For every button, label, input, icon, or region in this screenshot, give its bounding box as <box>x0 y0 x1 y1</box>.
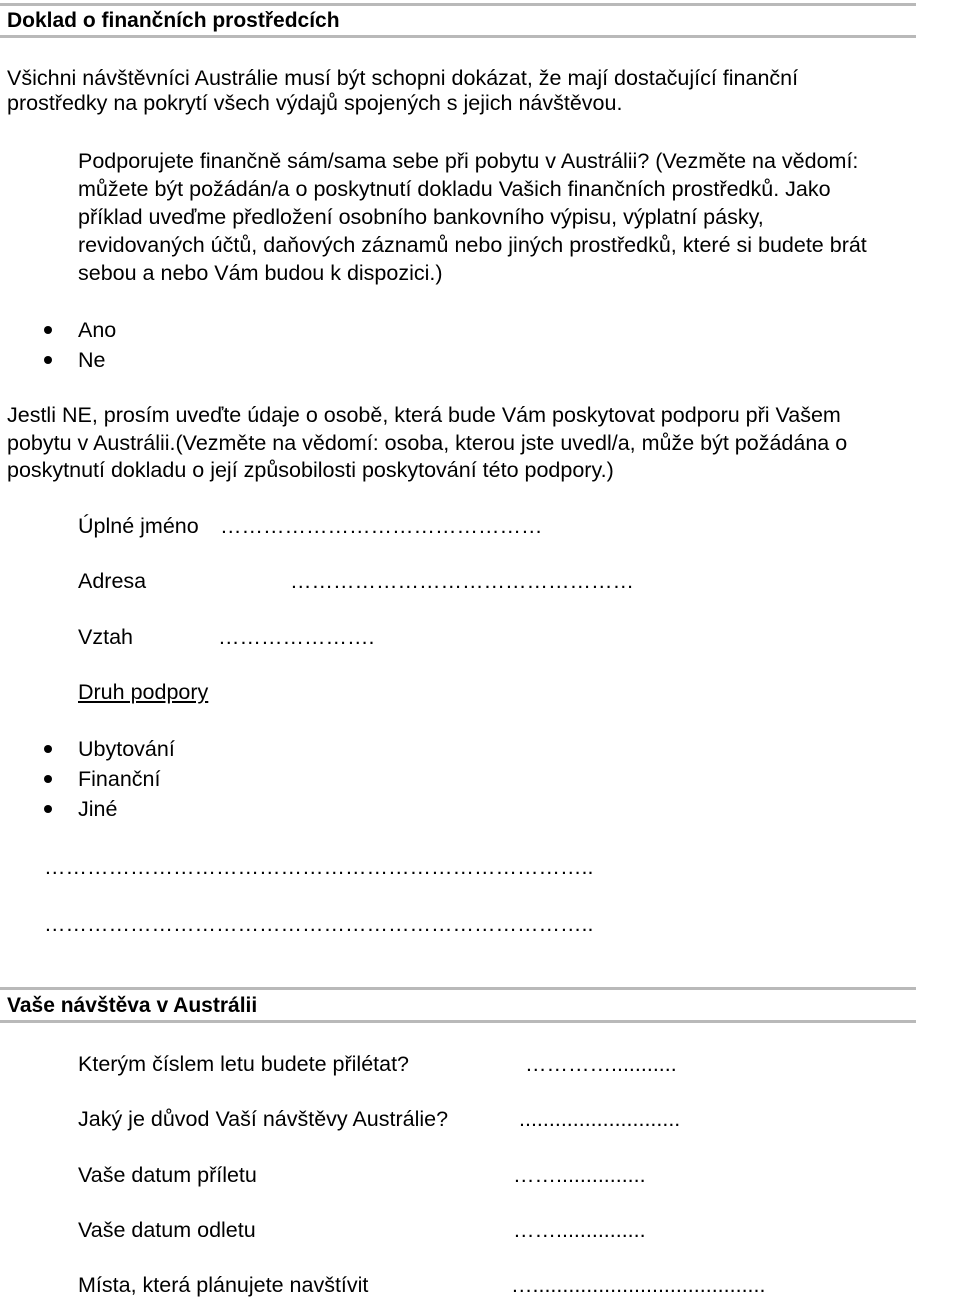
support-type-label: Druh podpory <box>78 680 209 704</box>
visit-reason-field[interactable]: ........................... <box>519 1107 681 1131</box>
if-no-line-1: Jestli NE, prosím uveďte údaje o osobě, která bude Vám poskytovat podporu při Vašem <box>7 403 841 427</box>
full-name-field[interactable]: ……………………………………… <box>220 514 543 538</box>
section-title: Vaše návštěva v Austrálii <box>7 994 258 1017</box>
full-name-label: Úplné jméno <box>78 514 199 538</box>
bullet-icon <box>44 805 52 813</box>
departure-date-field[interactable]: ……............... <box>513 1218 646 1242</box>
intro-line-2: prostředky na pokrytí všech výdajů spojených s jejich návštěvou. <box>7 91 623 115</box>
arrival-date-label: Vaše datum příletu <box>78 1163 257 1187</box>
question-line-1: Podporujete finančně sám/sama sebe při pobytu v Austrálii? (Vezměte na vědomí: <box>78 149 859 173</box>
if-no-line-3: poskytnutí dokladu o její způsobilosti poskytování této podpory.) <box>7 458 614 482</box>
question-line-3: příklad uveďme předložení osobního bankovního výpisu, výplatní pásky, <box>78 205 764 229</box>
address-label: Adresa <box>78 569 147 593</box>
relation-label: Vztah <box>78 625 133 649</box>
bullet-icon <box>44 745 52 753</box>
question-line-5: sebou a nebo Vám budou k dispozici.) <box>78 261 443 285</box>
bullet-icon <box>44 326 52 334</box>
section-header-financial <box>0 3 916 38</box>
departure-date-label: Vaše datum odletu <box>78 1218 256 1242</box>
visit-reason-label: Jaký je důvod Vaší návštěvy Austrálie? <box>78 1107 449 1131</box>
option-no[interactable]: Ne <box>78 348 106 372</box>
support-option-accommodation[interactable]: Ubytování <box>78 737 175 761</box>
question-line-4: revidovaných účtů, daňových záznamů nebo jiných prostředků, které si budete brát <box>78 233 867 257</box>
section-title: Doklad o finančních prostředcích <box>7 9 340 32</box>
other-field-line-1[interactable]: ………………………………………………………………….. <box>44 855 594 879</box>
arrival-date-field[interactable]: ……............... <box>513 1163 646 1187</box>
intro-line-1: Všichni návštěvníci Austrálie musí být schopni dokázat, že mají dostačující finanční <box>7 66 799 90</box>
flight-number-label: Kterým číslem letu budete přilétat? <box>78 1052 410 1076</box>
planned-places-label: Místa, která plánujete navštívit <box>78 1273 369 1297</box>
relation-field[interactable]: …………………. <box>218 625 375 649</box>
support-option-other[interactable]: Jiné <box>78 797 118 821</box>
planned-places-field[interactable]: …....................................... <box>511 1273 766 1297</box>
section-header-visit <box>0 987 916 1023</box>
bullet-icon <box>44 775 52 783</box>
bullet-icon <box>44 356 52 364</box>
address-field[interactable]: ………………………………………… <box>290 569 634 593</box>
option-yes[interactable]: Ano <box>78 318 117 342</box>
question-line-2: můžete být požádán/a o poskytnutí dokladu Vašich finančních prostředků. Jako <box>78 177 831 201</box>
support-option-financial[interactable]: Finanční <box>78 767 161 791</box>
flight-number-field[interactable]: …………........... <box>525 1052 677 1076</box>
other-field-line-2[interactable]: ………………………………………………………………….. <box>44 912 594 936</box>
if-no-line-2: pobytu v Austrálii.(Vezměte na vědomí: osoba, kterou jste uvedl/a, může být požádána o <box>7 431 848 455</box>
